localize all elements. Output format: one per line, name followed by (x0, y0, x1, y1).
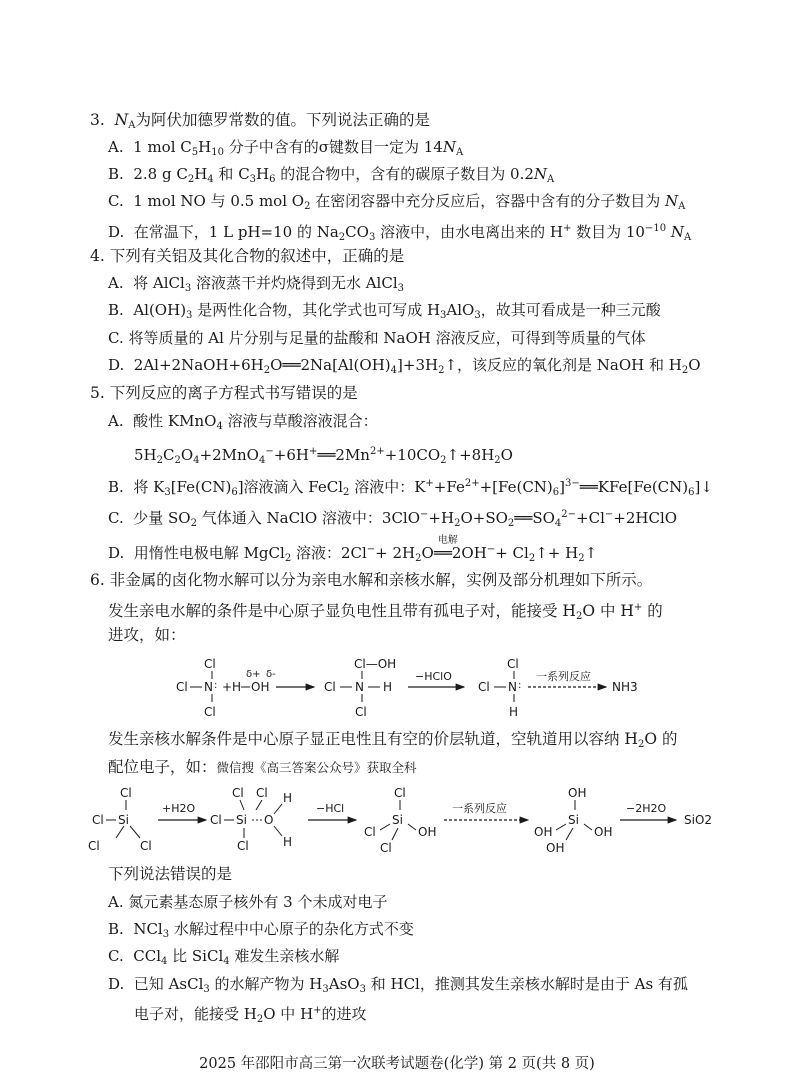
q5-option-c: C. 少量 $SO_2$ 气体通入 NaClO 溶液中：$3ClO^-+H_2O+SO_2══SO_4^{2-}+Cl^-+2HClO$ (108, 509, 678, 529)
s2-si-4: Si (568, 813, 579, 827)
s1-cl-left-2: Cl (324, 680, 336, 694)
page-footer: 2025 年邵阳市高三第一次联考试题卷(化学) 第 2 页(共 8 页) (199, 1056, 595, 1072)
s2-oh-top: OH (568, 786, 587, 800)
q3-stem: 3. $N_A$为阿伏加德罗常数的值。下列说法正确的是 (90, 111, 430, 131)
s2-cl-top-l: Cl (232, 786, 244, 800)
s1-delta-minus: δ- (266, 669, 276, 680)
svg-text::: : (214, 680, 218, 691)
sicl4-hydrolysis-scheme (0, 780, 794, 860)
s2-cl-left-2: Cl (210, 813, 222, 827)
s2-cl-bl: Cl (88, 839, 100, 853)
s2-si-2: Si (236, 813, 247, 827)
s2-cl-br: Cl (140, 839, 152, 853)
q6-stem-3: 进攻，如： (108, 626, 186, 644)
s1-nh3: NH3 (612, 680, 638, 694)
s2-cl-left: Cl (92, 813, 104, 827)
s1-series: 一系列反应 (536, 670, 591, 683)
s1-h: H (383, 680, 393, 694)
ncl3-hydrolysis-scheme (0, 646, 794, 726)
s2-series: 一系列反应 (452, 802, 507, 815)
q3-option-d: D. 在常温下，1 L pH=10 的 $Na_2CO_3$ 溶液中，由水电离出来的 H+ 数目为 $10^{-10}$ $N_A$ (108, 223, 692, 243)
s2-cl-top-3: Cl (394, 786, 406, 800)
q5-stem: 5. 下列反应的离子方程式书写错误的是 (90, 384, 358, 402)
s1-h-bottom: H (509, 705, 519, 719)
s2-sio2: SiO2 (684, 813, 713, 827)
s2-ho-bottom: OH (546, 841, 565, 855)
q6-option-d-1: D. 已知 AsCl$_3$ 的水解产物为 $H_3AsO_3$ 和 HCl，推测其发生亲核水解时是由于 As 有孤 (108, 975, 688, 995)
q6-ask: 下列说法错误的是 (108, 865, 233, 883)
s2-ho-left: OH (534, 825, 553, 839)
s1-cl-bottom: Cl (204, 705, 216, 719)
q6-option-d-2: 电子对，能接受 $H_2O$ 中 H+的进攻 (134, 1005, 367, 1025)
s1-n-2: N (355, 680, 364, 694)
q4-option-c: C. 将等质量的 Al 片分别与足量的盐酸和 NaOH 溶液反应，可得到等质量的气体 (108, 329, 646, 347)
q6-stem-4: 发生亲核水解条件是中心原子显正电性且有空的价层轨道，空轨道用以容纳 $H_2O$ 的 (108, 730, 678, 750)
q6-option-c: C. CCl$_4$ 比 SiCl$_4$ 难发生亲核水解 (108, 947, 340, 967)
s2-cl-top-r: Cl (256, 786, 268, 800)
s2-minus-2h2o: −2H2O (626, 802, 667, 815)
q6-option-b: B. NCl$_3$ 水解过程中中心原子的杂化方式不变 (108, 920, 414, 940)
s1-n-3: N (508, 680, 517, 694)
q5-option-a-equation: $5H_2C_2O_4+2MnO_4^-+6H^+══2Mn^{2+}+10CO_2↑+8H_2O$ (134, 446, 513, 466)
s2-cl-left-3: Cl (364, 825, 376, 839)
s2-oh-right: OH (594, 825, 613, 839)
s1-cl-top: Cl (204, 657, 216, 671)
s1-cl-oh: Cl—OH (354, 657, 397, 671)
s1-cl-top-3: Cl (507, 657, 519, 671)
s2-minus-hcl: −HCl (316, 802, 345, 815)
s2-si: Si (118, 813, 129, 827)
s1-plus-h: +H (222, 680, 242, 694)
s2-cl-top: Cl (120, 786, 132, 800)
s2-si-3: Si (392, 813, 403, 827)
watermark-note: 微信搜《高三答案公众号》获取全科 (216, 760, 417, 775)
s2-h-top: H (283, 791, 293, 805)
s1-cl-left: Cl (176, 680, 188, 694)
q6-stem-1: 6. 非金属的卤化物水解可以分为亲电水解和亲核水解，实例及部分机理如下所示。 (90, 571, 653, 589)
electrolysis-condition: 电解 (437, 535, 458, 546)
s1-n: N (204, 680, 213, 694)
s2-o: O (264, 813, 274, 827)
q5-option-d: D. 用惰性电极电解 MgCl$_2$ 溶液：$2Cl^-+ 2H_2O$ 电解 ══2OH−+ $Cl_2↑+$ $H_2↑$ (108, 540, 597, 569)
q3-option-b: B. 2.8 g $C_2H_4$ 和 $C_3H_6$ 的混合物中，含有的碳原子数目为 $0.2N_A$ (108, 165, 555, 185)
s1-cl-left-3: Cl (478, 680, 490, 694)
q5-option-a: A. 酸性 KMnO$_4$ 溶液与草酸溶液混合： (108, 412, 378, 432)
q4-option-d: D. $2Al+2NaOH+6H_2O══2Na[Al(OH)_4]+3H_2↑$，该反应的氧化剂是 NaOH 和 $H_2O$ (108, 356, 701, 376)
s1-delta-plus: δ+ (246, 669, 261, 680)
q6-option-a: A. 氮元素基态原子核外有 3 个未成对电子 (108, 893, 388, 911)
s2-oh-3: OH (418, 825, 437, 839)
q4-option-b: B. $Al(OH)_3$ 是两性化合物，其化学式也可写成 $H_3AlO_3$，故其可看成是一种三元酸 (108, 301, 661, 321)
s2-cl-bottom-2: Cl (237, 839, 249, 853)
s1-cl-bottom-2: Cl (355, 705, 367, 719)
q6-stem-2: 发生亲电水解的条件是中心原子显负电性且带有孤电子对，能接受 $H_2O$ 中 H+ 的 (108, 602, 663, 622)
s1-oh: OH (251, 680, 270, 694)
q3-option-a: A. 1 mol $C_5H_{10}$ 分子中含有的σ键数目一定为 $14N_A$ (108, 138, 464, 158)
q3-option-c: C. 1 mol NO 与 0.5 mol $O_2$ 在密闭容器中充分反应后，容器中含有的分子数目为 $N_A$ (108, 192, 686, 212)
s2-plus-h2o: +H2O (162, 802, 196, 815)
svg-text::: : (518, 680, 522, 691)
s2-h-bottom: H (283, 835, 293, 849)
q4-stem: 4. 下列有关铝及其化合物的叙述中，正确的是 (90, 247, 405, 265)
q6-stem-5: 配位电子，如：微信搜《高三答案公众号》获取全科 (108, 758, 417, 776)
q5-option-b: B. 将 $K_3[Fe(CN)_6]$溶液滴入 FeCl$_2$ 溶液中：$K^++Fe^{2+}+[Fe(CN)_6]^{3-}══KFe[Fe(CN)_6]↓$ (108, 478, 713, 498)
s2-cl-bottom-3: Cl (380, 841, 392, 855)
q4-option-a: A. 将 AlCl$_3$ 溶液蒸干并灼烧得到无水 AlCl$_3$ (108, 274, 405, 294)
s1-minus-hclo: −HClO (415, 670, 452, 683)
